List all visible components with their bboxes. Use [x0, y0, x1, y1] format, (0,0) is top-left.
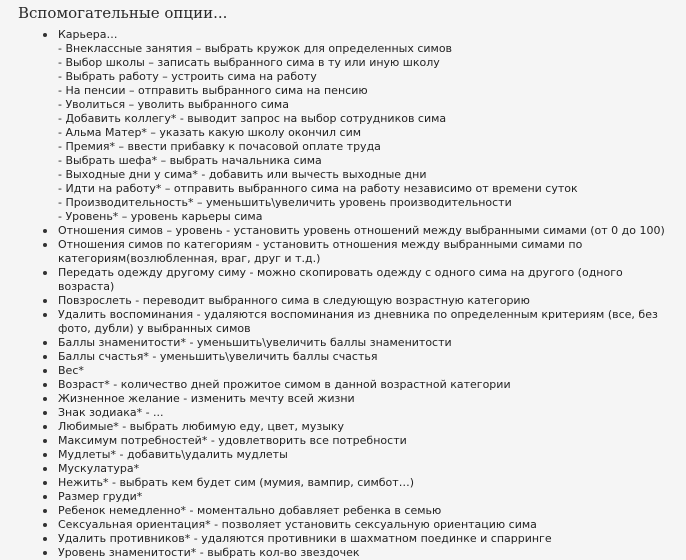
list-item: Сексуальная ориентация* - позволяет установить сексуальную ориентацию сима — [58, 518, 668, 532]
list-item: Вес* — [58, 364, 668, 378]
list-item-career — [58, 28, 668, 224]
career-subitem: - Выбрать шефа* – выбрать начальника сима — [58, 154, 322, 167]
list-item: Отношения симов по категориям - установить отношения между выбранными симами по категориям(возлюбленная, враг, друг и т.д.) — [58, 238, 668, 266]
list-item: Жизненное желание - изменить мечту всей жизни — [58, 392, 668, 406]
list-item: Уровень знаменитости* - выбрать кол-во звездочек — [58, 546, 668, 560]
career-subitem: - Производительность* – уменьшить\увеличить уровень производительности — [58, 196, 512, 209]
list-item: Отношения симов – уровень - установить уровень отношений между выбранными симами (от 0 до 100) — [58, 224, 668, 238]
page-heading: Вспомогательные опции... — [18, 4, 228, 22]
career-subitem: - Премия* – ввести прибавку к почасовой оплате труда — [58, 140, 381, 153]
list-item: Размер груди* — [58, 490, 668, 504]
list-item: Знак зодиака* - ... — [58, 406, 668, 420]
career-subitem: - Выходные дни у сима* - добавить или вычесть выходные дни — [58, 168, 427, 181]
list-item: Удалить противников* - удаляются противники в шахматном поединке и спарринге — [58, 532, 668, 546]
list-item: Мускулатура* — [58, 462, 668, 476]
list-item: Мудлеты* - добавить\удалить мудлеты — [58, 448, 668, 462]
list-item: Удалить воспоминания - удаляются воспоминания из дневника по определенным критериям (все, без фото, дубли) у выбранных симов — [58, 308, 668, 336]
career-subitem: - На пенсии – отправить выбранного сима на пенсию — [58, 84, 368, 97]
career-subitem: - Уровень* – уровень карьеры сима — [58, 210, 263, 223]
list-item: Баллы счастья* - уменьшить\увеличить баллы счастья — [58, 350, 668, 364]
list-item: Ребенок немедленно* - моментально добавляет ребенка в семью — [58, 504, 668, 518]
career-subitem: - Идти на работу* – отправить выбранного сима на работу независимо от времени суток — [58, 182, 578, 195]
options-list — [0, 28, 668, 560]
career-title: Карьера… — [58, 28, 118, 41]
career-sublist — [58, 42, 668, 224]
list-item: Возраст* - количество дней прожитое симом в данной возрастной категории — [58, 378, 668, 392]
career-subitem: - Уволиться – уволить выбранного сима — [58, 98, 289, 111]
career-subitem: - Добавить коллегу* - выводит запрос на выбор сотрудников сима — [58, 112, 447, 125]
career-subitem: - Внеклассные занятия – выбрать кружок для определенных симов — [58, 42, 453, 55]
list-item: Нежить* - выбрать кем будет сим (мумия, вампир, симбот…) — [58, 476, 668, 490]
list-item: Повзрослеть - переводит выбранного сима в следующую возрастную категорию — [58, 294, 668, 308]
career-subitem: - Выбор школы – записать выбранного сима в ту или иную школу — [58, 56, 440, 69]
list-item: Баллы знаменитости* - уменьшить\увеличить баллы знаменитости — [58, 336, 668, 350]
career-subitem: - Альма Матер* – указать какую школу окончил сим — [58, 126, 362, 139]
list-item: Максимум потребностей* - удовлетворить все потребности — [58, 434, 668, 448]
career-subitem: - Выбрать работу – устроить сима на работу — [58, 70, 317, 83]
list-item: Передать одежду другому симу - можно скопировать одежду с одного сима на другого (одного возраста) — [58, 266, 668, 294]
list-item: Любимые* - выбрать любимую еду, цвет, музыку — [58, 420, 668, 434]
